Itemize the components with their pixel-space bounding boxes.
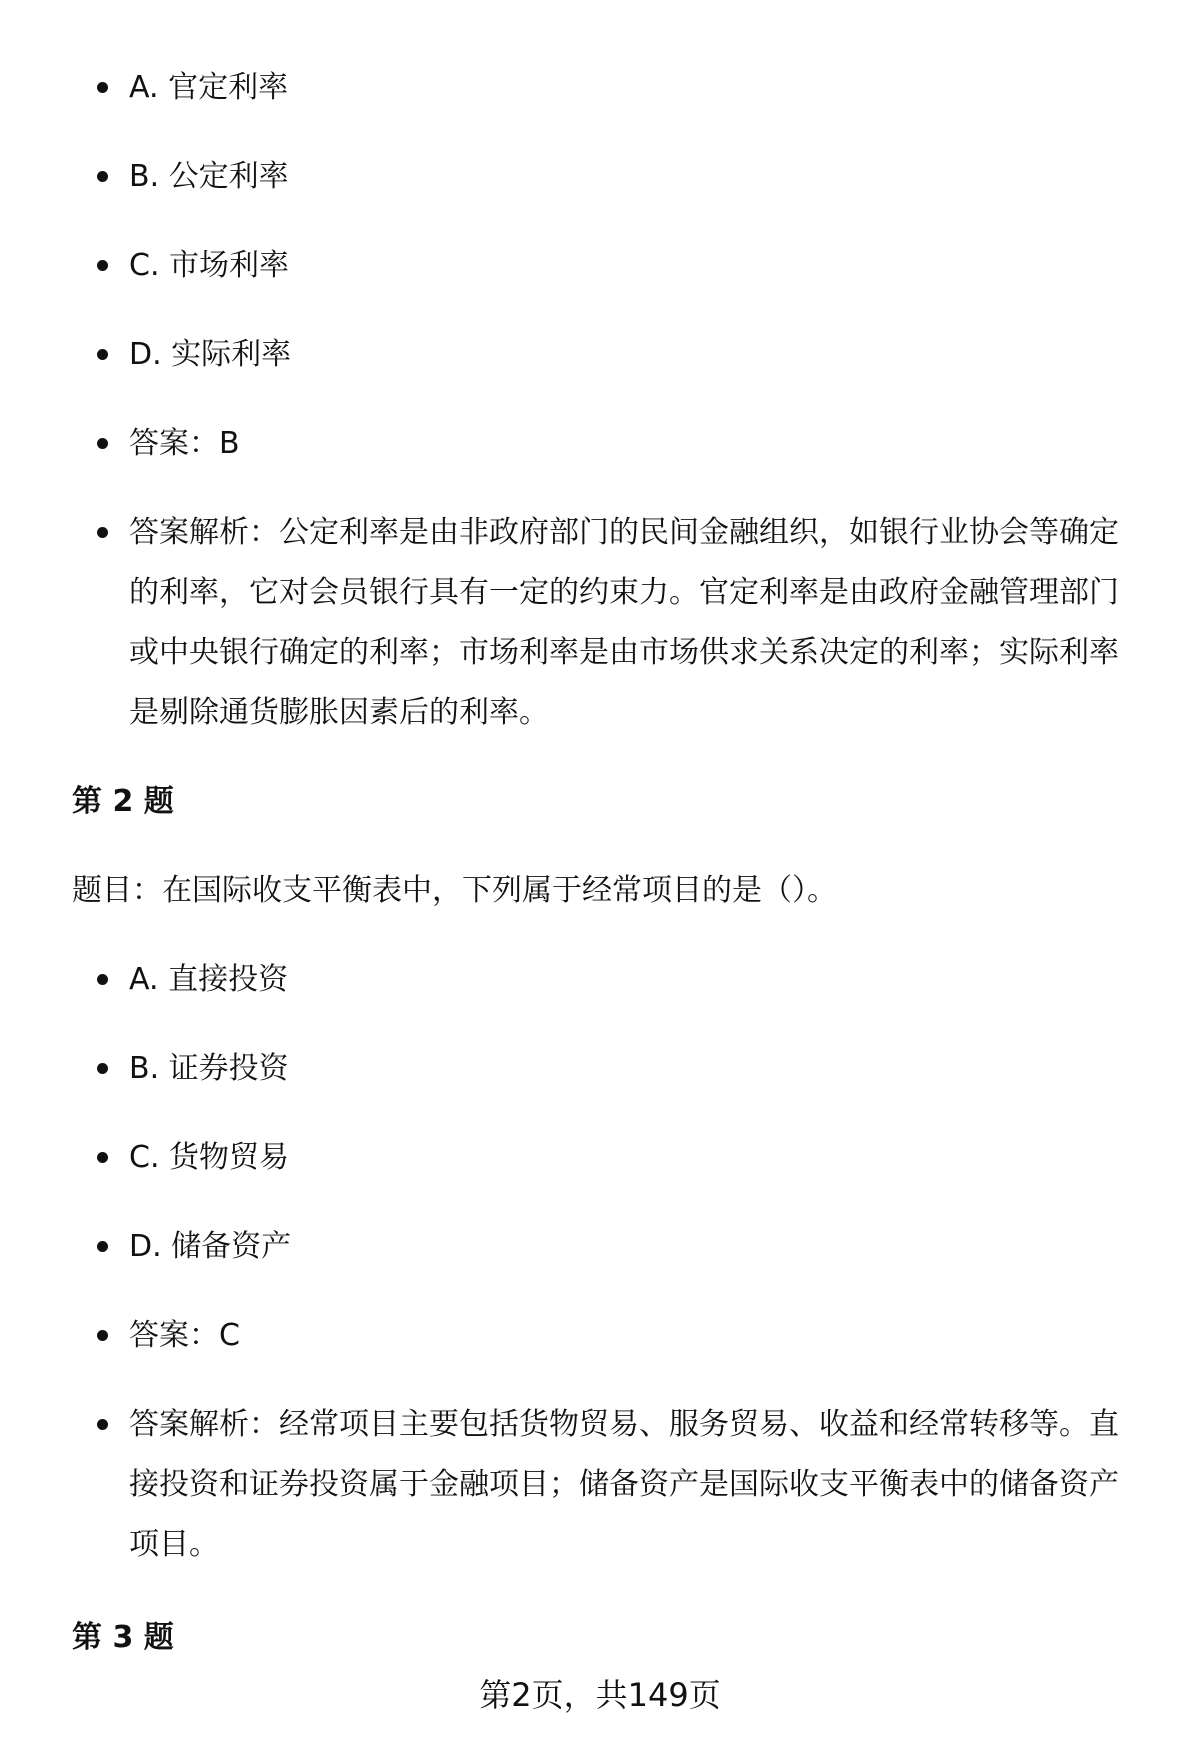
q2-option-a: [97, 950, 1147, 1010]
q3-heading: 第 3 题: [72, 1620, 174, 1655]
q2-analysis-text: 答案解析：经常项目主要包括货物贸易、服务贸易、收益和经常转移等。直接投资和证券投资属于金融项目；储备资产是国际收支平衡表中的储备资产项目。: [129, 1407, 1119, 1562]
q2-answer-text: 答案：C: [129, 1318, 240, 1353]
q1-option-a: [97, 58, 1147, 118]
q2-option-c: [97, 1128, 1147, 1188]
q2-analysis: [97, 1395, 1147, 1575]
q2-option-a-text: A. 直接投资: [129, 962, 289, 997]
q1-option-a-text: A. 官定利率: [129, 70, 289, 105]
q1-answer-text: 答案：B: [129, 426, 240, 461]
q1-option-c-text: C. 市场利率: [129, 248, 290, 283]
q2-heading: 第 2 题: [72, 784, 174, 819]
q1-option-d: [97, 325, 1147, 385]
q2-option-d: [97, 1217, 1147, 1277]
q2-question: 题目：在国际收支平衡表中，下列属于经常项目的是（）。: [72, 873, 837, 908]
q2-option-d-text: D. 储备资产: [129, 1229, 292, 1264]
q1-analysis: [97, 503, 1147, 743]
q1-option-b-text: B. 公定利率: [129, 159, 289, 194]
q2-option-c-text: C. 货物贸易: [129, 1140, 290, 1175]
q2-option-b-text: B. 证券投资: [129, 1051, 289, 1086]
q2-answer: [97, 1306, 1147, 1366]
q2-option-b: [97, 1039, 1147, 1099]
q1-option-b: [97, 147, 1147, 207]
q1-answer: [97, 414, 1147, 474]
q1-option-d-text: D. 实际利率: [129, 337, 292, 372]
page-number: 第2页，共149页: [479, 1676, 721, 1714]
q1-analysis-text: 答案解析：公定利率是由非政府部门的民间金融组织，如银行业协会等确定的利率，它对会员银行具有一定的约束力。官定利率是由政府金融管理部门或中央银行确定的利率；市场利率是由市场供求关系决定的利率；实际利率是剔除通货膨胀因素后的利率。: [129, 515, 1119, 730]
q1-option-c: [97, 236, 1147, 296]
